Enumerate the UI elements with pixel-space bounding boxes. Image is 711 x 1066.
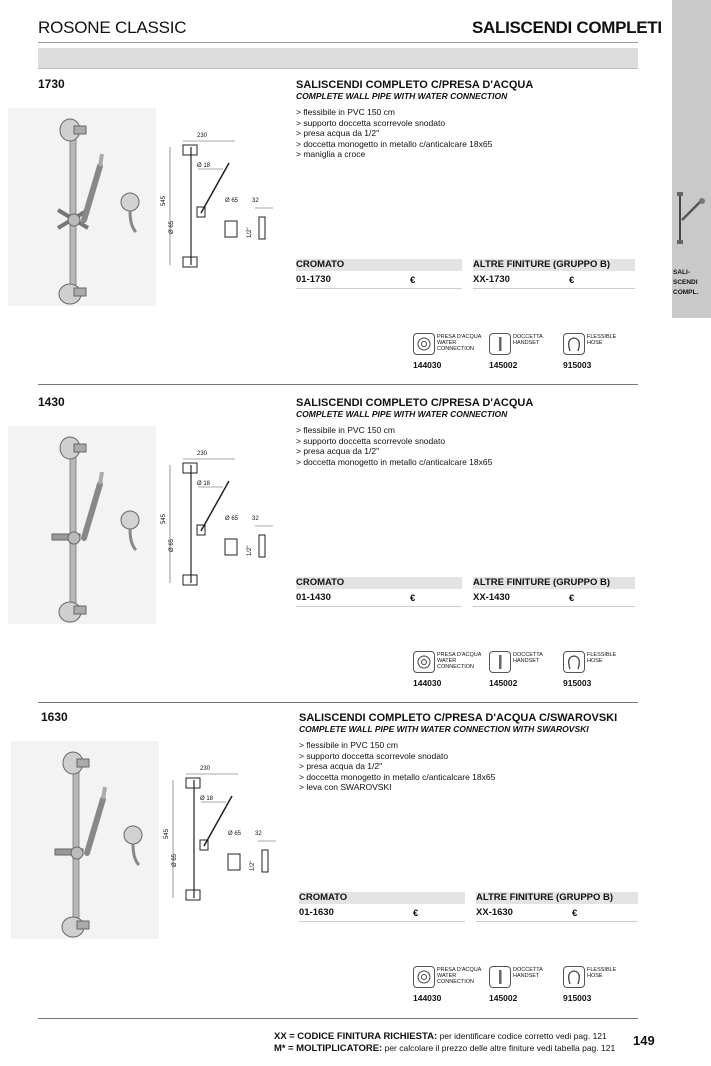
currency-other: € — [569, 275, 575, 286]
finish-label-other: ALTRE FINITURE (GRUPPO B) — [473, 577, 635, 589]
water-connection-icon — [416, 336, 432, 352]
product-description — [296, 79, 636, 160]
bottom-bracket — [74, 606, 86, 614]
price-underline — [296, 606, 462, 607]
accessory-code[interactable]: 915003 — [563, 993, 592, 1003]
slider-knob — [68, 214, 80, 226]
order-code-chrome[interactable]: 01-1430 — [296, 592, 331, 603]
finish-label-chrome: CROMATO — [299, 892, 465, 904]
order-code-chrome[interactable]: 01-1730 — [296, 274, 331, 285]
dimension-label-vertical: 545 — [161, 513, 167, 524]
feature-item: > supporto doccetta scorrevole snodato — [296, 117, 446, 128]
bottom-bracket — [77, 921, 89, 929]
dimension-label: Ø 65 — [225, 198, 239, 204]
product-title: SALISCENDI COMPLETO C/PRESA D'ACQUA — [296, 397, 534, 409]
accessory-label-line: DOCCETTA — [513, 334, 543, 340]
side-tab-label — [673, 268, 707, 298]
accessory-code[interactable]: 145002 — [489, 678, 518, 688]
handset-icon — [492, 654, 508, 670]
water-connection-icon — [416, 969, 432, 985]
feature-item: > presa acqua da 1/2" — [296, 446, 380, 456]
top-bracket — [77, 759, 89, 767]
accessory-label-line: FLESSIBLE — [587, 967, 617, 973]
accessory-label-line: HOSE — [587, 340, 603, 346]
bottom-bracket — [74, 288, 86, 296]
dimension-label: 32 — [252, 198, 259, 204]
product-subtitle: COMPLETE WALL PIPE WITH WATER CONNECTION WITH SWAROVSKI — [299, 724, 589, 734]
currency-other: € — [569, 593, 575, 604]
accessory-label-line: HANDSET — [513, 973, 540, 979]
accessory-label — [513, 652, 543, 664]
order-code-other[interactable]: XX-1430 — [473, 592, 510, 603]
category-title: SALISCENDI COMPLETI — [472, 18, 662, 37]
section-title: ROSONE CLASSIC — [38, 18, 187, 37]
accessory-label-line: WATER — [437, 658, 457, 664]
accessory-icon-box[interactable] — [413, 333, 435, 355]
dimension-label: Ø 18 — [197, 481, 211, 487]
handset-icon — [492, 336, 508, 352]
feature-item: > presa acqua da 1/2" — [296, 128, 380, 138]
accessory-label — [513, 334, 543, 346]
dimension-label-vertical: 1/2" — [247, 227, 253, 238]
water-connection-icon — [416, 654, 432, 670]
accessory-label-line: FLESSIBLE — [587, 652, 617, 658]
dimension-label-vertical: 1/2" — [250, 860, 256, 871]
order-code-other[interactable]: XX-1630 — [476, 907, 513, 918]
top-bracket — [74, 444, 86, 452]
water-connection-icon — [121, 511, 139, 529]
dimension-label-vertical: Ø 65 — [169, 538, 175, 552]
technical-drawing — [163, 453, 283, 598]
drawing-connection-front — [225, 539, 237, 555]
side-tab-line: SALI- — [673, 269, 690, 276]
accessory-label-line: FLESSIBLE — [587, 334, 617, 340]
handset-head — [100, 472, 102, 484]
price-underline — [473, 606, 635, 607]
feature-item: > doccetta monogetto in metallo c/anticalcare 18x65 — [299, 771, 496, 782]
header-band — [38, 48, 638, 69]
accessory-label — [587, 967, 616, 979]
handset-head — [100, 154, 102, 166]
accessory-label — [437, 967, 481, 985]
drawing-handset — [201, 481, 229, 531]
feature-item: > leva con SWAROVSKI — [299, 782, 392, 792]
dimension-label: 230 — [200, 766, 211, 772]
accessory-label-line: CONNECTION — [437, 346, 474, 352]
product-photo — [8, 426, 156, 624]
drawing-top-mount — [186, 778, 200, 788]
accessory-label-line: WATER — [437, 973, 457, 979]
drawing-handset — [204, 796, 232, 846]
side-tab-line: SCENDI — [673, 279, 698, 286]
accessory-label — [437, 652, 481, 670]
feature-item: > presa acqua da 1/2" — [299, 761, 383, 771]
accessory-icon-box[interactable] — [563, 966, 585, 988]
product-subtitle: COMPLETE WALL PIPE WITH WATER CONNECTION — [296, 409, 508, 419]
currency-chrome: € — [410, 275, 416, 286]
accessory-label-line: DOCCETTA — [513, 967, 543, 973]
footer-m-label: = MOLTIPLICATORE: — [288, 1042, 383, 1054]
footer-xx-key: XX — [274, 1031, 287, 1042]
hose-icon — [566, 336, 582, 352]
water-connection-icon — [121, 193, 139, 211]
accessory-label-line: WATER — [437, 340, 457, 346]
product-description — [299, 712, 639, 793]
price-underline — [476, 921, 638, 922]
dimension-label-vertical: Ø 65 — [169, 220, 175, 234]
product-photo — [8, 108, 156, 306]
dimension-label: Ø 18 — [200, 796, 214, 802]
drawing-top-mount — [183, 145, 197, 155]
currency-chrome: € — [410, 593, 416, 604]
accessory-label-line: PRESA D'ACQUA — [437, 652, 482, 658]
feature-item: > doccetta monogetto in metallo c/anticalcare 18x65 — [296, 456, 493, 467]
accessory-label — [587, 652, 616, 664]
feature-item: > flessibile in PVC 150 cm — [299, 740, 398, 750]
price-underline — [299, 921, 465, 922]
accessory-label-line: HANDSET — [513, 340, 540, 346]
feature-item: > maniglia a croce — [296, 149, 366, 159]
technical-drawing — [166, 768, 286, 913]
drawing-bottom-mount — [186, 890, 200, 900]
feature-item: > flessibile in PVC 150 cm — [296, 425, 395, 435]
product-code: 1430 — [38, 395, 65, 409]
technical-drawing — [163, 135, 283, 280]
accessory-code[interactable]: 145002 — [489, 993, 518, 1003]
product-description — [296, 397, 636, 467]
accessory-icon-box[interactable] — [413, 651, 435, 673]
footer-m-key: M* — [274, 1042, 286, 1054]
accessory-label-line: HOSE — [587, 973, 603, 979]
handset-icon — [492, 969, 508, 985]
section-divider — [38, 702, 638, 703]
order-code-chrome[interactable]: 01-1630 — [299, 907, 334, 918]
currency-chrome: € — [413, 908, 419, 919]
slider-knob — [68, 532, 80, 544]
riser-bar — [73, 761, 79, 921]
feature-item: > doccetta monogetto in metallo c/anticalcare 18x65 — [296, 138, 493, 149]
footer-m-text: per calcolare il prezzo delle altre finiture vedi tabella pag. 121 — [384, 1042, 616, 1053]
footer-notes — [274, 1031, 615, 1054]
accessory-label-line: DOCCETTA — [513, 652, 543, 658]
product-subtitle: COMPLETE WALL PIPE WITH WATER CONNECTION — [296, 91, 508, 101]
water-connection-icon — [124, 826, 142, 844]
accessory-code[interactable]: 145002 — [489, 360, 518, 370]
hose-icon — [566, 969, 582, 985]
accessory-code[interactable]: 144030 — [413, 678, 442, 688]
header-divider — [38, 42, 638, 43]
accessory-icon-box[interactable] — [563, 333, 585, 355]
drawing-connection-side — [262, 850, 268, 872]
accessory-icon-box[interactable] — [489, 966, 511, 988]
dimension-label: 230 — [197, 133, 208, 139]
product-photo — [11, 741, 159, 939]
drawing-connection-front — [228, 854, 240, 870]
drawing-connection-side — [259, 535, 265, 557]
drawing-connection-side — [259, 217, 265, 239]
finish-label-other: ALTRE FINITURE (GRUPPO B) — [473, 259, 635, 271]
feature-list — [296, 107, 636, 160]
feature-list — [299, 740, 639, 793]
accessory-icon-box[interactable] — [489, 333, 511, 355]
accessory-label — [587, 334, 616, 346]
accessory-icon-box[interactable] — [489, 651, 511, 673]
footer-xx-label: = CODICE FINITURA RICHIESTA: — [289, 1031, 438, 1042]
currency-other: € — [572, 908, 578, 919]
accessory-label-line: PRESA D'ACQUA — [437, 334, 482, 340]
footer-divider — [38, 1018, 638, 1019]
dimension-label: Ø 65 — [228, 831, 242, 837]
feature-item: > flessibile in PVC 150 cm — [296, 107, 395, 117]
footer-m-note — [274, 1043, 615, 1055]
price-underline — [296, 288, 462, 289]
footer-xx-note — [274, 1031, 615, 1043]
product-title: SALISCENDI COMPLETO C/PRESA D'ACQUA — [296, 79, 534, 91]
accessory-icon-box[interactable] — [413, 966, 435, 988]
accessory-label-line: CONNECTION — [437, 979, 474, 985]
finish-label-other: ALTRE FINITURE (GRUPPO B) — [476, 892, 638, 904]
page-number: 149 — [633, 1033, 655, 1048]
dimension-label-vertical: Ø 65 — [172, 853, 178, 867]
product-title: SALISCENDI COMPLETO C/PRESA D'ACQUA C/SWAROVSKI — [299, 712, 618, 724]
footer-xx-text: per identificare codice corretto vedi pag. 121 — [439, 1031, 607, 1041]
hose-icon — [566, 654, 582, 670]
dimension-label: Ø 18 — [197, 163, 211, 169]
riser-bar — [70, 128, 76, 288]
drawing-bottom-mount — [183, 257, 197, 267]
accessory-icon-box[interactable] — [563, 651, 585, 673]
product-code: 1630 — [41, 710, 68, 724]
dimension-label: 32 — [255, 831, 262, 837]
handset-head — [103, 787, 105, 799]
side-tab-thumbnail-icon — [674, 190, 710, 250]
feature-item: > supporto doccetta scorrevole snodato — [296, 435, 446, 446]
accessory-label-line: HOSE — [587, 658, 603, 664]
accessory-label — [513, 967, 543, 979]
accessory-code[interactable]: 915003 — [563, 360, 592, 370]
section-divider — [38, 384, 638, 385]
finish-label-chrome: CROMATO — [296, 577, 462, 589]
drawing-connection-front — [225, 221, 237, 237]
price-underline — [473, 288, 635, 289]
accessory-code[interactable]: 144030 — [413, 360, 442, 370]
accessory-label — [437, 334, 481, 352]
side-tab-line: COMPL. — [673, 289, 699, 296]
drawing-top-mount — [183, 463, 197, 473]
dimension-label-vertical: 545 — [164, 828, 170, 839]
top-bracket — [74, 126, 86, 134]
drawing-handset — [201, 163, 229, 213]
dimension-label: Ø 65 — [225, 516, 239, 522]
feature-list — [296, 425, 636, 467]
accessory-label-line: HANDSET — [513, 658, 540, 664]
product-code: 1730 — [38, 77, 65, 91]
accessory-label-line: CONNECTION — [437, 664, 474, 670]
accessory-label-line: PRESA D'ACQUA — [437, 967, 482, 973]
dimension-label: 230 — [197, 451, 208, 457]
order-code-other[interactable]: XX-1730 — [473, 274, 510, 285]
accessory-code[interactable]: 144030 — [413, 993, 442, 1003]
slider-knob — [71, 847, 83, 859]
finish-label-chrome: CROMATO — [296, 259, 462, 271]
feature-item: > supporto doccetta scorrevole snodato — [299, 750, 449, 761]
dimension-label-vertical: 545 — [161, 195, 167, 206]
riser-bar — [70, 446, 76, 606]
accessory-code[interactable]: 915003 — [563, 678, 592, 688]
dimension-label: 32 — [252, 516, 259, 522]
dimension-label-vertical: 1/2" — [247, 545, 253, 556]
drawing-bottom-mount — [183, 575, 197, 585]
